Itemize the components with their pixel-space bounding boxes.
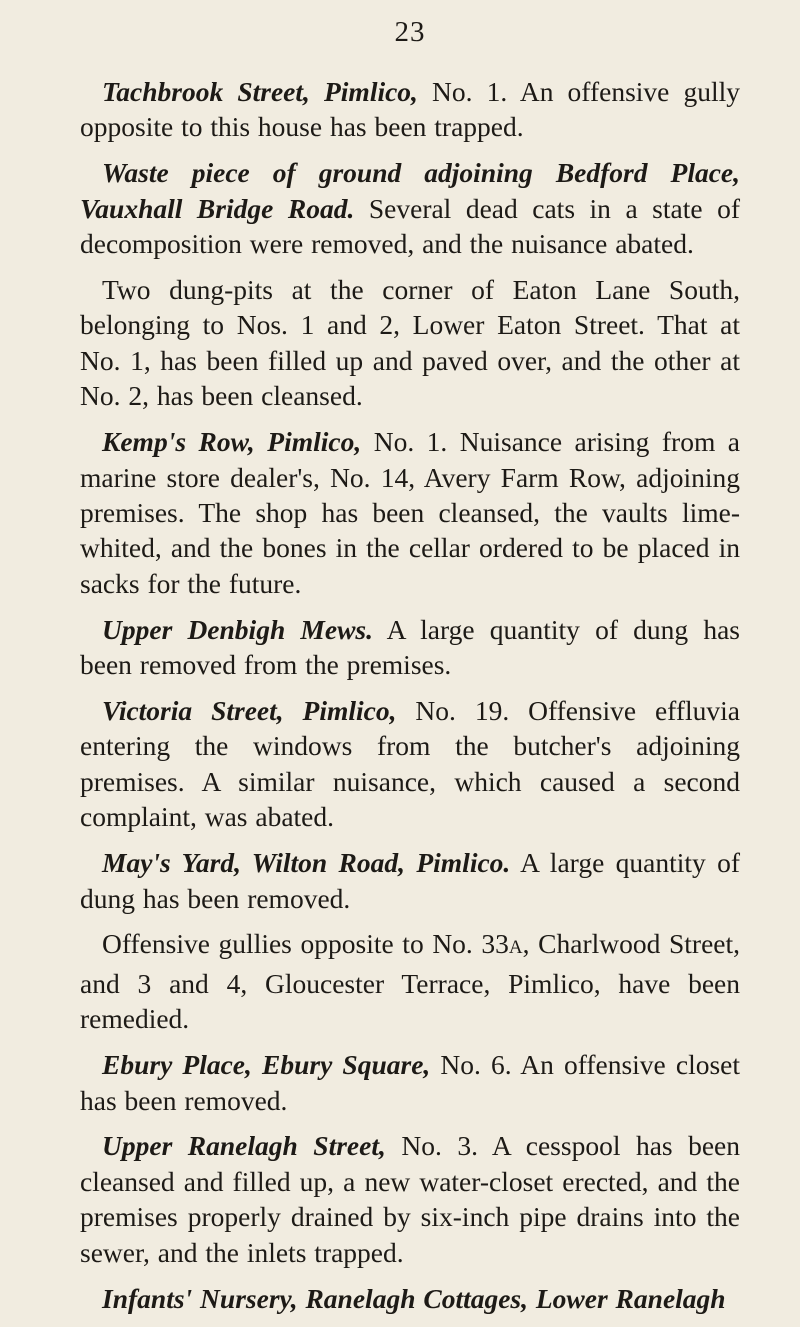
paragraph-ebury-place xyxy=(80,1047,740,1118)
place-name: Kemp's Row, Pimlico, xyxy=(102,426,362,458)
place-name: Upper Ranelagh Street, xyxy=(102,1130,386,1162)
paragraph-charlwood-street xyxy=(80,926,740,1036)
paragraph-upper-ranelagh-street xyxy=(80,1128,740,1270)
paragraph-text: No. 1. An offensive gully opposite to this house has been trapped. xyxy=(80,76,741,143)
document-page xyxy=(80,0,740,1327)
paragraph-bedford-place xyxy=(80,155,740,261)
small-cap-letter: A xyxy=(508,937,523,959)
page-number: 23 xyxy=(394,16,426,48)
paragraph-text: , Charlwood Street, and 3 and 4, Gloucester Terrace, Pimlico, have been remedied. xyxy=(80,928,740,1035)
paragraph-text: No. 19. Offensive effluvia entering the windows from the butcher's adjoining premises. A similar nuisance, which caused a second complaint, was abated. xyxy=(80,695,740,833)
paragraph-upper-denbigh-mews xyxy=(80,612,740,683)
paragraph-text: Two dung-pits at the corner of Eaton Lane South, belonging to Nos. 1 and 2, Lower Eaton Street. That at No. 1, has been filled up and paved over, and the other at No. 2, has been cleansed. xyxy=(80,274,740,412)
place-name: May's Yard, Wilton Road, Pimlico. xyxy=(102,847,511,879)
paragraph-infants-nursery xyxy=(80,1281,740,1316)
place-name: Tachbrook Street, Pimlico, xyxy=(102,76,418,107)
paragraph-text: A large quantity of dung has been removed. xyxy=(80,847,740,914)
place-name: Infants' Nursery, Ranelagh Cottages, Lower Ranelagh xyxy=(102,1282,726,1314)
place-name: Upper Denbigh Mews. xyxy=(102,613,373,645)
place-name: Victoria Street, Pimlico, xyxy=(102,695,397,726)
place-name: Ebury Place, Ebury Square, xyxy=(102,1049,431,1081)
paragraph-kemps-row xyxy=(80,424,740,601)
paragraph-text: No. 3. A cesspool has been cleansed and filled up, a new water-closet erected, and the premises properly drained by six-inch pipe drains into the sewer, and the inlets trapped. xyxy=(80,1130,741,1268)
paragraph-text: No. 1. Nuisance arising from a marine store dealer's, No. 14, Avery Farm Row, adjoining premises. The shop has been cleansed, the vaults lime-whited, and the bones in the cellar ordered to be placed in sacks for the future. xyxy=(80,426,741,599)
paragraph-eaton-lane xyxy=(80,272,740,414)
paragraph-text: Offensive gullies opposite to No. 33 xyxy=(102,928,509,960)
paragraph-mays-yard xyxy=(80,845,740,916)
paragraph-victoria-street xyxy=(80,693,740,835)
paragraph-text: Several dead cats in a state of decomposition were removed, and the nuisance abated. xyxy=(80,192,741,260)
paragraph-text: A large quantity of dung has been removed from the premises. xyxy=(80,613,740,681)
paragraph-text: No. 6. An offensive closet has been removed. xyxy=(80,1049,741,1116)
paragraph-tachbrook-street xyxy=(80,74,740,145)
place-name: Waste piece of ground adjoining Bedford Place, Vauxhall Bridge Road. xyxy=(80,157,740,224)
